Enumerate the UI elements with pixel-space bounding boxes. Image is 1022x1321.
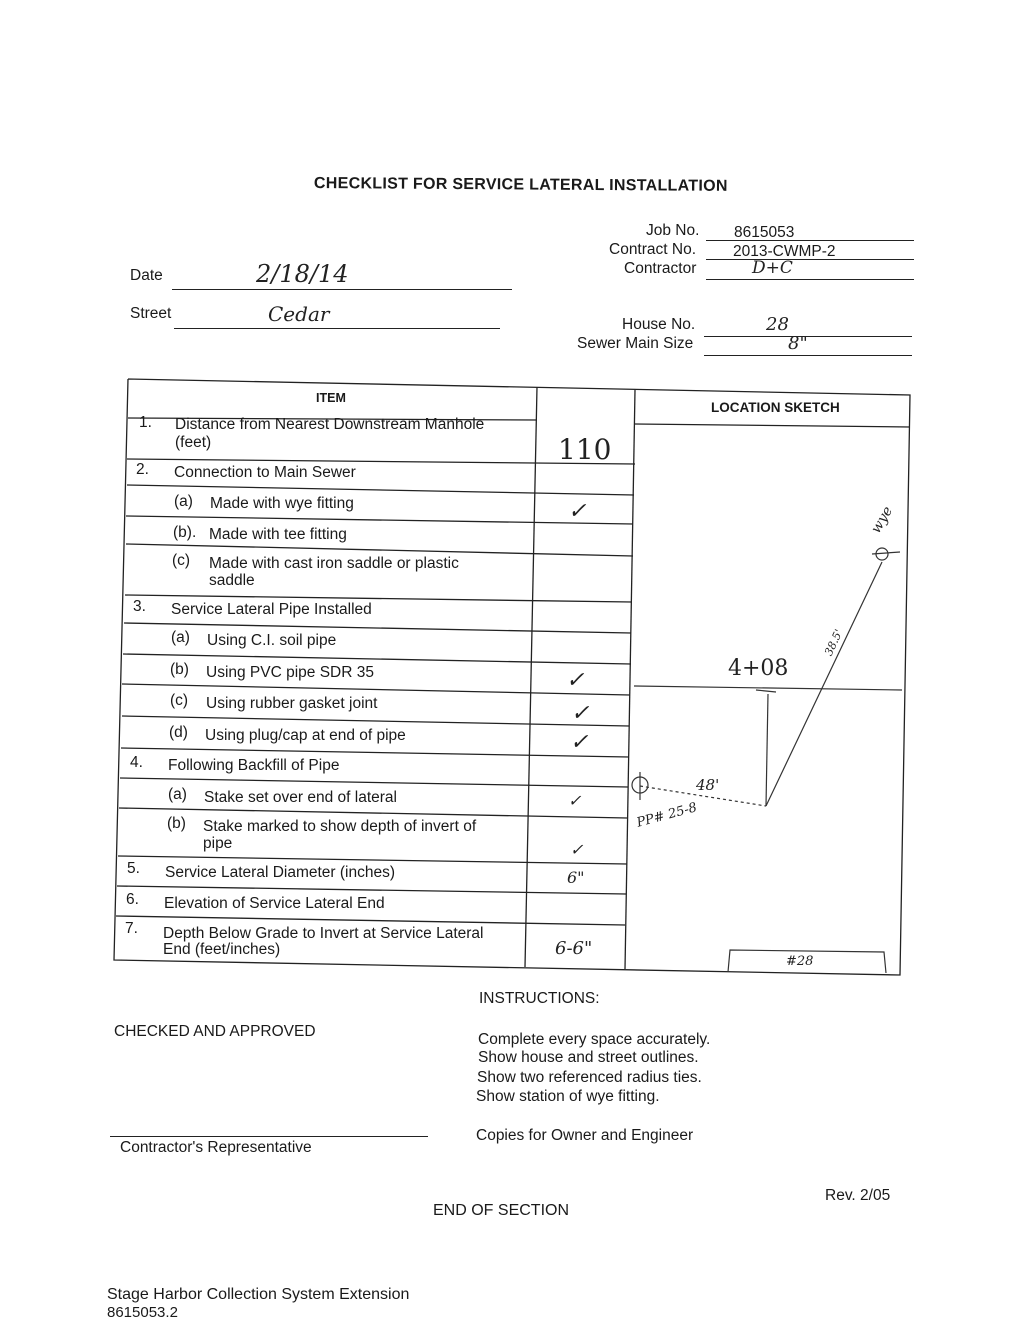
footer-project-name: Stage Harbor Collection System Extension xyxy=(107,1286,410,1303)
row-4b-text: Stake marked to show depth of invert of xyxy=(203,818,477,835)
end-of-section: END OF SECTION xyxy=(433,1202,570,1219)
row-4b-text-2: pipe xyxy=(203,835,233,852)
row-3-number: 3. xyxy=(133,598,146,615)
instruction-line-3: Show two referenced radius ties. xyxy=(477,1069,702,1086)
instruction-line-4: Show station of wye fitting. xyxy=(476,1088,660,1105)
row-4a-number: (a) xyxy=(168,786,187,803)
row-2c-text: Made with cast iron saddle or plastic xyxy=(209,555,459,572)
row-3c-text: Using rubber gasket joint xyxy=(206,695,378,712)
row-4-number: 4. xyxy=(130,754,143,771)
row-4b-number: (b) xyxy=(167,815,186,832)
row-2b-number: (b). xyxy=(173,524,197,541)
row-7-number: 7. xyxy=(125,920,138,937)
item-column-header: ITEM xyxy=(316,391,346,405)
row-3-text: Service Lateral Pipe Installed xyxy=(171,601,372,618)
sketch-tie-label: 38.5' xyxy=(822,627,846,658)
sketch-station-label: 4+08 xyxy=(728,656,789,681)
row-3d-check-icon: ✓ xyxy=(570,730,589,755)
row-4-text: Following Backfill of Pipe xyxy=(168,757,340,774)
sketch-wye-label: wye xyxy=(868,503,897,537)
date-label: Date xyxy=(130,267,163,284)
row-3b-number: (b) xyxy=(170,661,189,678)
row-1-number: 1. xyxy=(139,414,152,431)
row-7-value: 6-6" xyxy=(555,938,593,959)
row-6-number: 6. xyxy=(126,891,139,908)
row-3d-text: Using plug/cap at end of pipe xyxy=(205,727,406,744)
row-2a-number: (a) xyxy=(174,493,193,510)
row-2b-text: Made with tee fitting xyxy=(209,526,347,543)
row-7-text-2: End (feet/inches) xyxy=(163,941,281,958)
sketch-house-label: #28 xyxy=(786,954,814,969)
row-2-text: Connection to Main Sewer xyxy=(174,464,356,481)
row-5-number: 5. xyxy=(127,860,140,877)
contract-no-label: Contract No. xyxy=(609,241,697,258)
row-2c-number: (c) xyxy=(172,552,191,569)
footer-project-number: 8615053.2 xyxy=(107,1304,178,1321)
sewer-main-size-label: Sewer Main Size xyxy=(577,335,694,352)
street-label: Street xyxy=(130,305,172,322)
copies-note: Copies for Owner and Engineer xyxy=(476,1127,694,1144)
row-1-value: 110 xyxy=(558,433,612,466)
job-no-label: Job No. xyxy=(646,222,700,239)
row-4b-check-icon: ✓ xyxy=(570,840,584,859)
row-3a-number: (a) xyxy=(171,629,190,646)
house-no-label: House No. xyxy=(622,316,696,333)
location-sketch-header: LOCATION SKETCH xyxy=(711,400,840,415)
row-1-text-2: (feet) xyxy=(175,434,212,451)
row-6-text: Elevation of Service Lateral End xyxy=(164,895,385,912)
job-no-value: 8615053 xyxy=(734,224,795,241)
row-3b-check-icon: ✓ xyxy=(566,668,585,693)
instructions-heading: INSTRUCTIONS: xyxy=(479,990,600,1007)
contractor-rep-label: Contractor's Representative xyxy=(120,1139,312,1156)
row-1-text: Distance from Nearest Downstream Manhole xyxy=(175,416,485,433)
sewer-main-size-value: 8" xyxy=(788,333,808,354)
row-5-text: Service Lateral Diameter (inches) xyxy=(165,864,396,881)
row-4a-check-icon: ✓ xyxy=(568,791,582,810)
row-2-number: 2. xyxy=(136,461,149,478)
sketch-distance-label: 48' xyxy=(696,776,720,794)
street-value: Cedar xyxy=(268,302,330,326)
row-5-value: 6" xyxy=(567,868,585,887)
contractor-label: Contractor xyxy=(624,260,697,277)
row-2a-text: Made with wye fitting xyxy=(210,495,354,512)
row-2a-check-icon: ✓ xyxy=(568,499,587,524)
date-value: 2/18/14 xyxy=(256,260,349,288)
sketch-pole-label: PP# 25-8 xyxy=(635,800,699,831)
row-2c-text-2: saddle xyxy=(209,572,255,589)
row-3b-text: Using PVC pipe SDR 35 xyxy=(206,664,374,681)
house-no-value: 28 xyxy=(766,314,789,335)
instruction-line-1: Complete every space accurately. xyxy=(478,1031,711,1048)
row-3c-check-icon: ✓ xyxy=(571,701,590,726)
page-title: CHECKLIST FOR SERVICE LATERAL INSTALLATION xyxy=(313,175,728,195)
row-3a-text: Using C.I. soil pipe xyxy=(207,632,337,649)
row-4a-text: Stake set over end of lateral xyxy=(204,789,398,806)
contract-no-value: 2013-CWMP-2 xyxy=(733,243,836,260)
checked-approved-label: CHECKED AND APPROVED xyxy=(114,1023,316,1040)
contractor-value: D+C xyxy=(752,258,793,278)
row-3c-number: (c) xyxy=(170,692,189,709)
revision-label: Rev. 2/05 xyxy=(825,1187,891,1204)
row-3d-number: (d) xyxy=(169,724,188,741)
signature-line xyxy=(110,1136,428,1137)
row-7-text: Depth Below Grade to Invert at Service Lateral xyxy=(163,925,484,942)
instruction-line-2: Show house and street outlines. xyxy=(478,1049,699,1066)
